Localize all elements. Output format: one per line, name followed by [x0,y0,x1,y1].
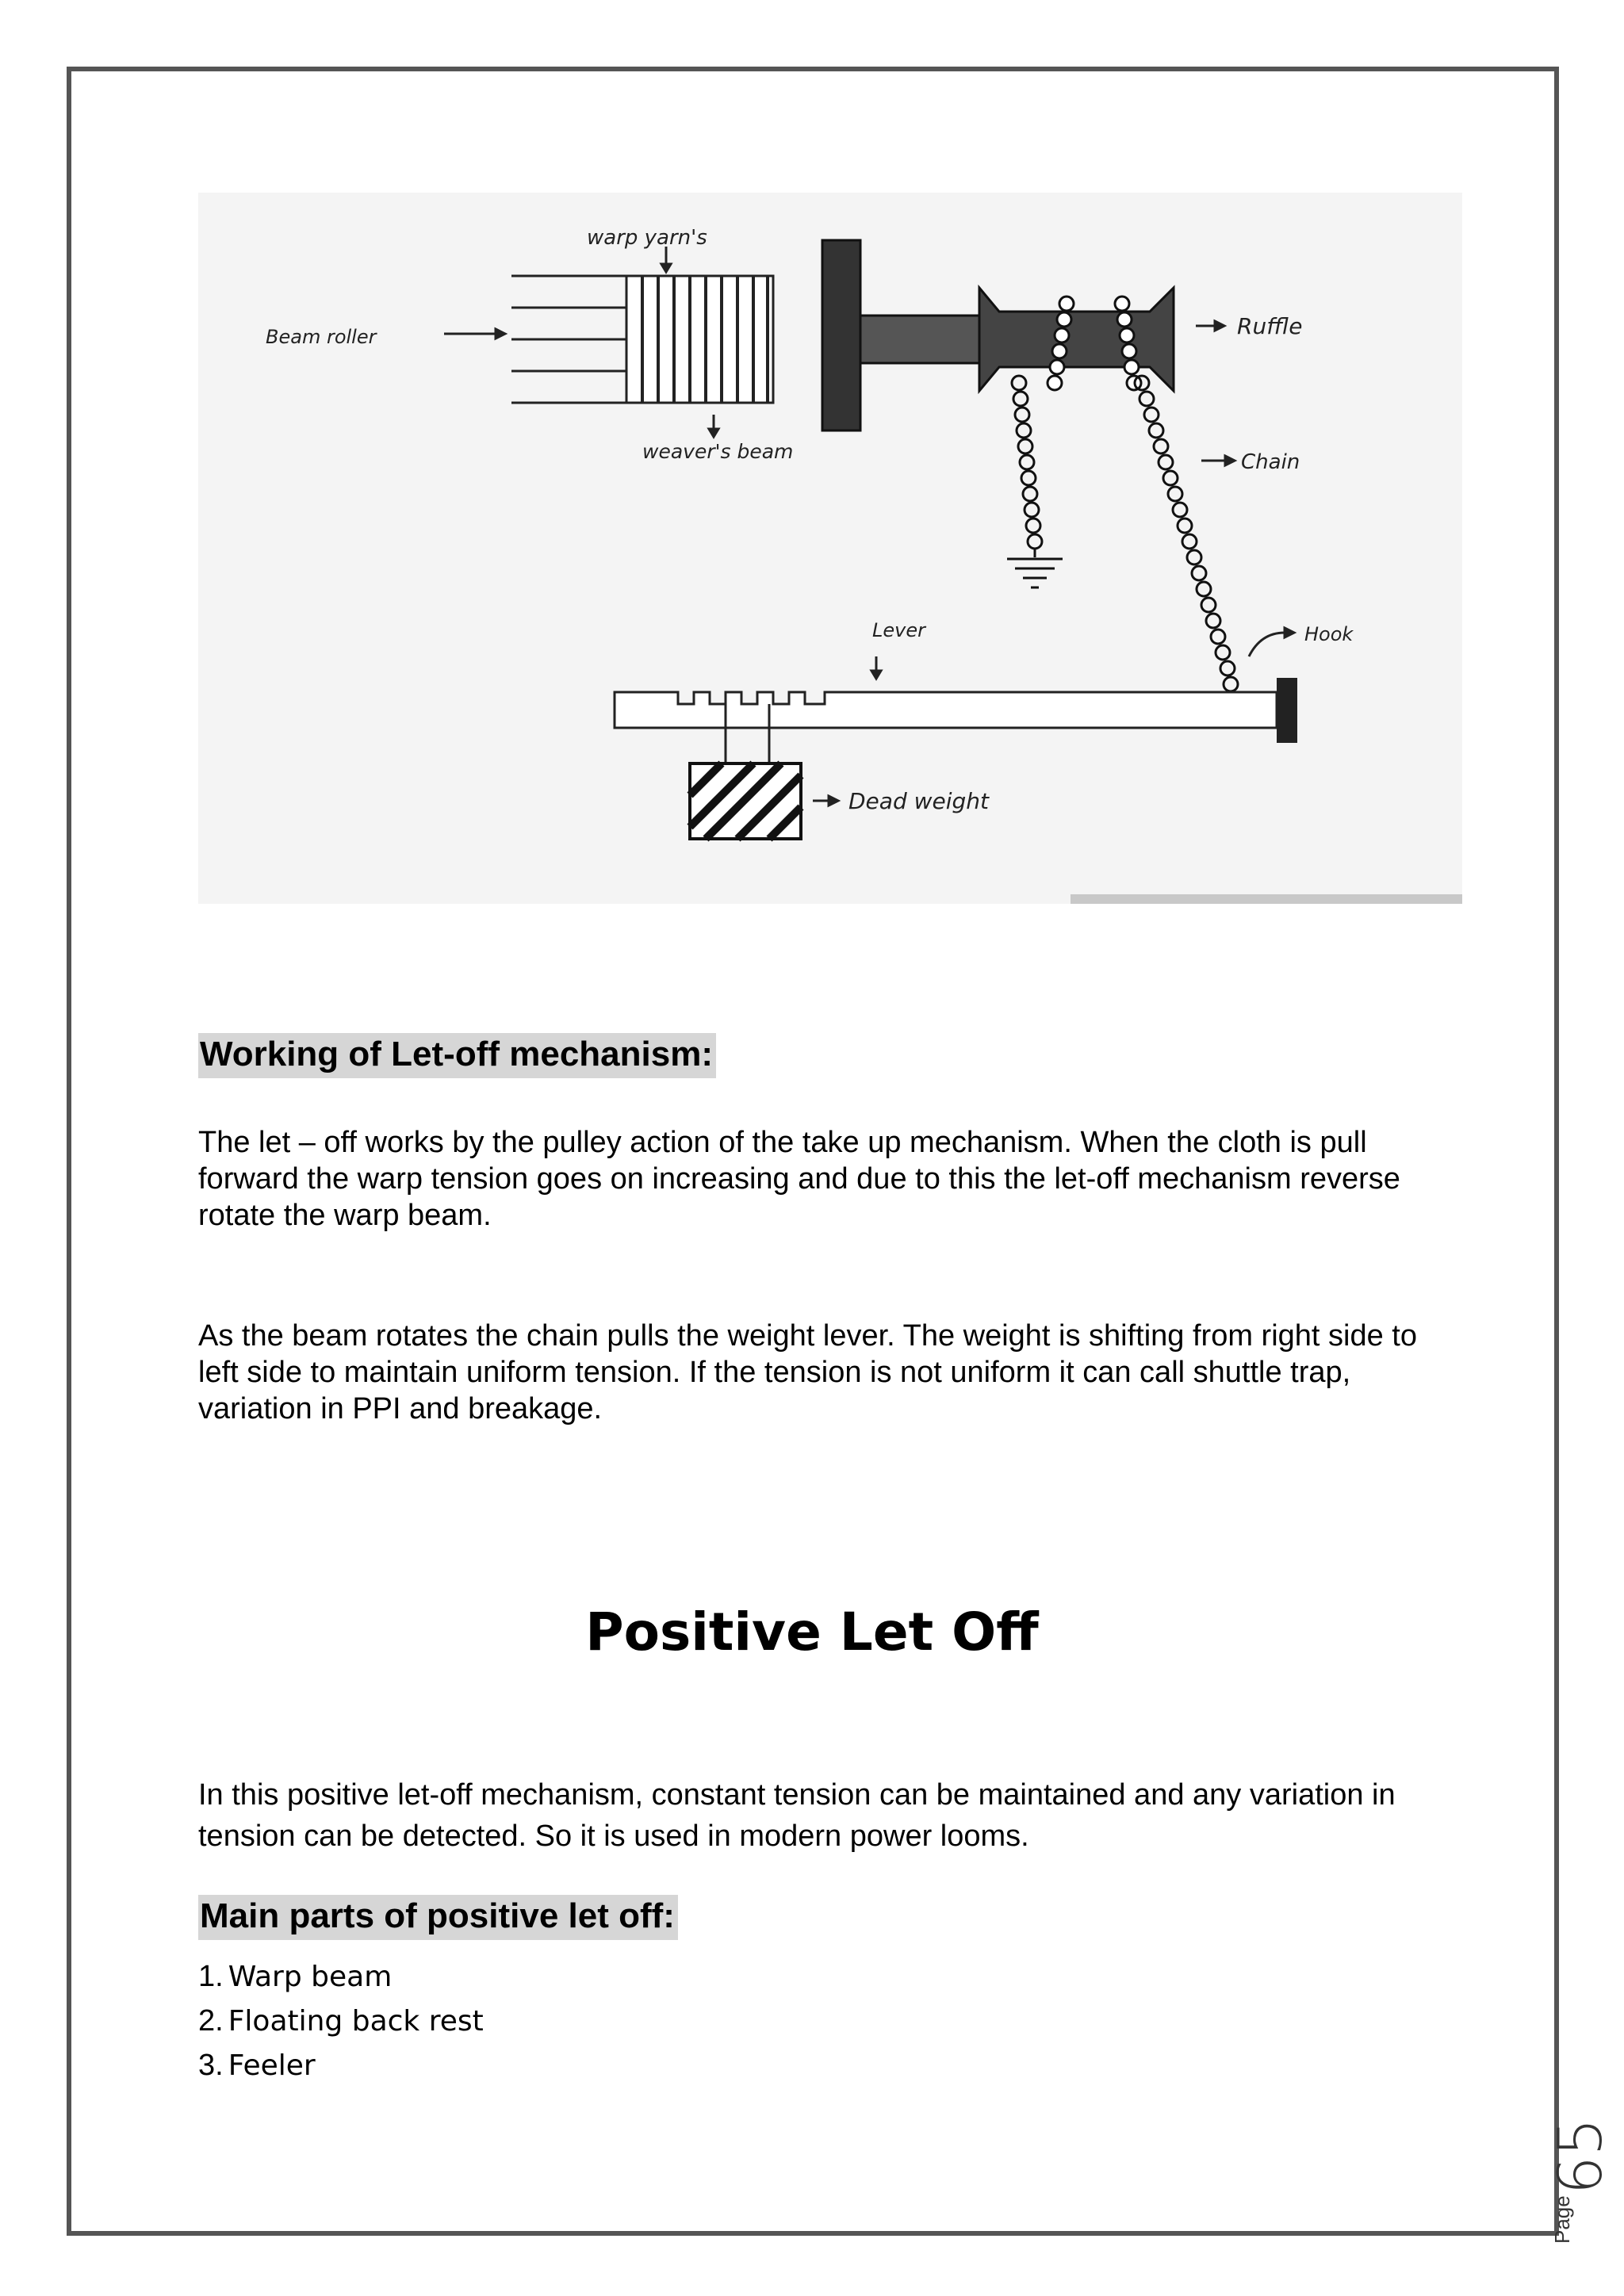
list-item [198,1954,484,1999]
list-text: Warp beam [228,1961,393,1993]
list-text: Feeler [228,2049,316,2082]
list-text: Floating back rest [228,2005,484,2038]
paragraph-working-1: The let – off works by the pulley action of the take up mechanism. When the cloth is pull forward the warp tension goes on increasing and due to this the let-off mechanism reverse rotate the warp beam. [198,1126,1400,1232]
beam-shaft [860,316,979,363]
label-warp-yarns: warp yarn's [587,226,707,250]
dead-weight [690,763,801,839]
label-hook: Hook [1304,623,1354,645]
paragraph-working-2: As the beam rotates the chain pulls the weight lever. The weight is shifting from right side to left side to maintain uniform tension. If the tension is not uniform it can call shuttle trap, variation in PPI and breakage. [198,1319,1417,1425]
section-heading-working: Working of Let-off mechanism: [198,1033,716,1078]
lever-end-stop [1277,678,1297,743]
label-lever: Lever [872,619,925,641]
page-label: Page [1550,2195,1574,2244]
left-chain [1012,376,1042,549]
page-title-positive-let-off: Positive Let Off [585,1601,1039,1663]
weavers-beam-body [626,276,773,403]
label-weavers-beam: weaver's beam [642,440,794,463]
paragraph-positive-let-off: In this positive let-off mechanism, constant tension can be maintained and any variation in tension can be detected. So it is used in modern power looms. [198,1778,1396,1853]
let-off-diagram-svg [198,193,1462,904]
main-parts-list [198,1954,484,2087]
beam-roller-lines [511,276,626,403]
list-number: 2. [198,2004,224,2038]
label-dead-weight: Dead weight [848,788,990,814]
label-beam-roller: Beam roller [266,326,377,348]
list-item [198,1999,484,2043]
page-number: 65 [1545,2118,1615,2195]
section-heading-main-parts: Main parts of positive let off: [198,1895,678,1940]
list-number: 1. [198,1960,224,1993]
photo-edge-strip [1071,894,1462,904]
list-item [198,2043,484,2087]
list-number: 3. [198,2049,224,2082]
label-chain: Chain [1241,450,1300,474]
right-chain [1135,376,1238,691]
label-ruffle: Ruffle [1237,313,1303,339]
let-off-diagram [198,193,1462,904]
lever-bar [615,692,1277,728]
beam-flange [822,240,860,430]
ground-symbol [1007,549,1063,587]
